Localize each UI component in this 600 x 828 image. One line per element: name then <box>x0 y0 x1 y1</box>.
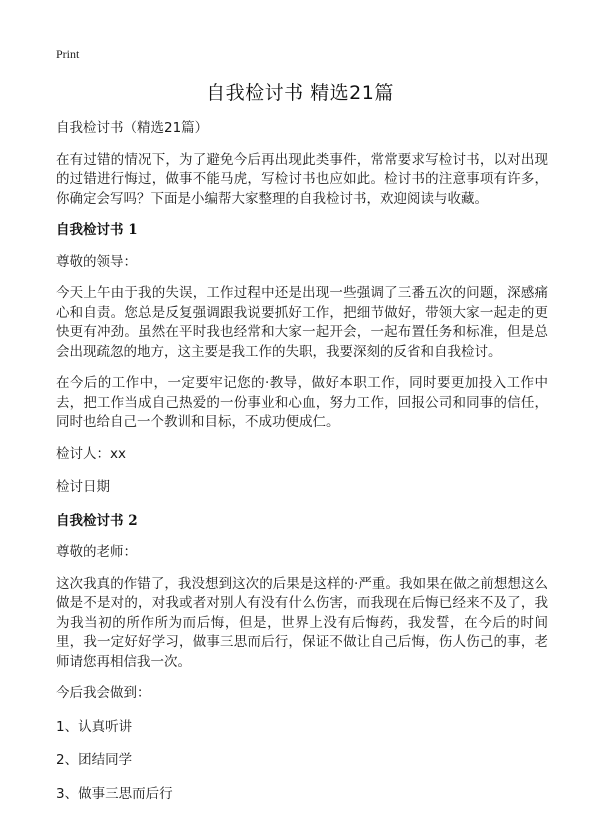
document-subtitle: 自我检讨书（精选21篇） <box>56 120 209 136</box>
document-title: 自我检讨书 精选21篇 <box>206 82 394 104</box>
list-item: 1、认真听讲 <box>56 718 133 735</box>
salutation-2: 尊敬的老师： <box>56 544 137 560</box>
section1-paragraph-1: 今天上午由于我的失误，工作过程中还是出现一些强调了三番五次的问题，深感痛心和自责。您总是反复强调跟我说要抓好工作，把细节做好，带领大家一起走的更快更有冲劲。虽然在平时我也经常和大家一起开会，一起布置任务和标准，但是总会出现疏忽的地方，这主要是我工作的失职，我要深刻的反省和自我检讨。 <box>56 285 548 360</box>
signer-line: 检讨人：xx <box>56 445 126 462</box>
section-heading-1: 自我检讨书 1 <box>56 222 138 238</box>
salutation-1: 尊敬的领导： <box>56 253 137 270</box>
section2-paragraph-1: 这次我真的作错了，我没想到这次的后果是这样的·严重。我如果在做之前想想这么做是不是对的，对我或者对别人有没有什么伤害，而我现在后悔已经来不及了，我为我当初的所作所为而后悔，但是，世界上没有后悔药，我发誓，在今后的时间里，我一定好好学习，做事三思而后行，保证不做让自己后悔，伤人伤己的事，老师请您再相信我一次。 <box>56 575 548 670</box>
date-line: 检讨日期 <box>56 479 110 495</box>
document-body <box>56 119 548 818</box>
list-item: 3、做事三思而后行 <box>56 785 173 802</box>
list-intro: 今后我会做到： <box>56 685 151 701</box>
print-label: Print <box>56 47 80 61</box>
list-item: 2、团结同学 <box>56 752 133 768</box>
intro-paragraph: 在有过错的情况下，为了避免今后再出现此类事件，常常要求写检讨书，以对出现的过错进行悔过，做事不能马虎，写检讨书也应如此。检讨书的注意事项有许多，你确定会写吗？下面是小编帮大家整理的自我检讨书，欢迎阅读与收藏。 <box>56 151 548 207</box>
section1-paragraph-2: 在今后的工作中，一定要牢记您的·教导，做好本职工作，同时要更加投入工作中去，把工作当成自己热爱的一份事业和心血，努力工作，回报公司和同事的信任，同时也给自己一个教训和目标，不成功便成仁。 <box>56 375 548 430</box>
section-heading-2: 自我检讨书 2 <box>56 512 138 529</box>
